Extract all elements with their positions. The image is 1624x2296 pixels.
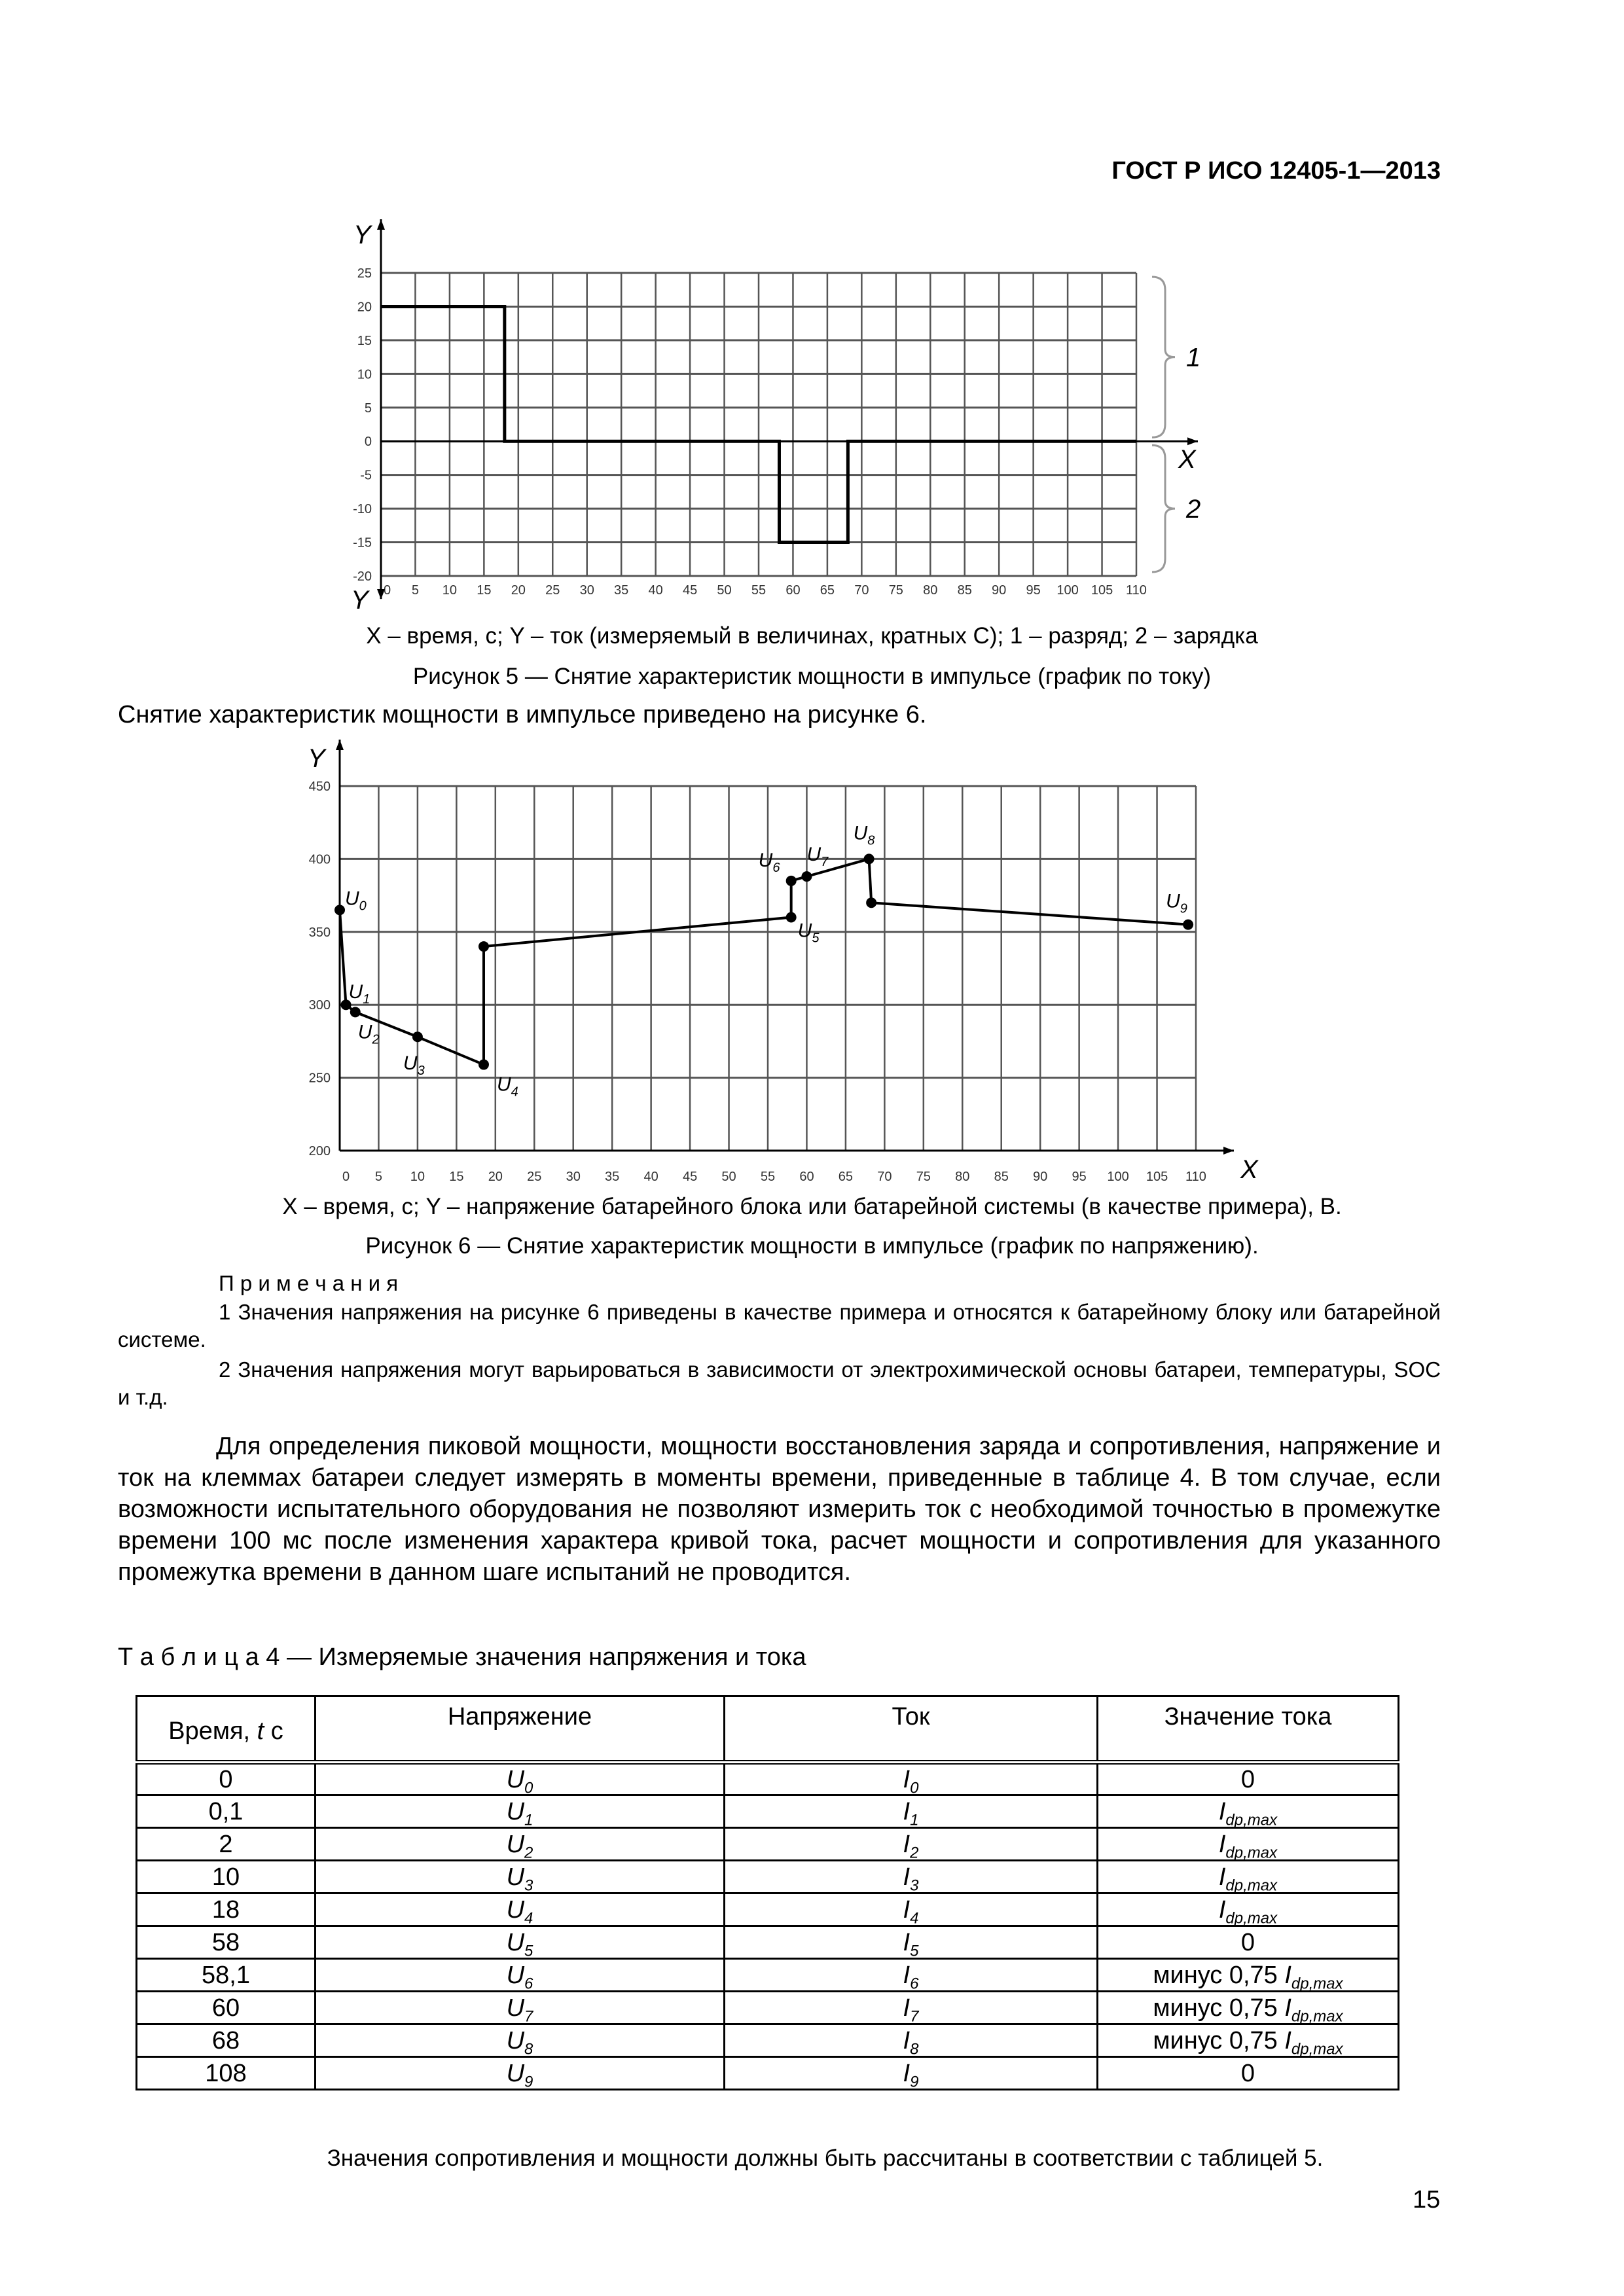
brace-label: 2	[1186, 495, 1201, 524]
current-symbol: $I_7$	[903, 1994, 919, 2026]
x-tick-label: 25	[527, 1170, 542, 1184]
current-symbol: $I_9$	[903, 2059, 919, 2091]
x-tick-label: 55	[760, 1170, 776, 1184]
point-label-subscript: 1	[363, 992, 370, 1007]
voltage-symbol: $U_7$	[506, 1994, 533, 2026]
data-line	[340, 859, 1188, 1064]
voltage-index: 0	[524, 1779, 533, 1797]
x-axis-label: X	[1178, 445, 1196, 474]
cell-current-value: минус 0,75 $I_{dp,max}$	[1098, 1992, 1399, 2024]
cell-time	[137, 1893, 316, 1926]
y-tick-label: -5	[360, 468, 372, 483]
current-value-symbol: $I_{dp,max}$	[1218, 1830, 1278, 1862]
cell-time	[137, 2057, 316, 2090]
table-row	[137, 1861, 1399, 1893]
page-number: 15	[1413, 2186, 1441, 2214]
voltage-index: 8	[524, 2040, 533, 2058]
x-tick-label: 5	[374, 1170, 383, 1184]
x-tick-label: 40	[648, 583, 663, 598]
x-tick-label: 60	[799, 1170, 814, 1184]
voltage-symbol: $U_9$	[506, 2059, 533, 2091]
x-tick-label: 35	[614, 583, 629, 598]
x-tick-label: 20	[511, 583, 526, 598]
x-tick-label: 15	[449, 1170, 464, 1184]
y-tick-label: -20	[353, 569, 372, 584]
x-tick-label: 100	[1056, 583, 1079, 598]
current-symbol: $I_0$	[903, 1765, 919, 1797]
current-index: 0	[910, 1779, 919, 1797]
cell-current	[725, 2057, 1098, 2090]
cell-time	[137, 1959, 316, 1992]
x-tick-label: 25	[545, 583, 560, 598]
y-axis-label-bottom: Y	[351, 586, 369, 615]
x-tick-label: 75	[888, 583, 903, 598]
time-value: 108	[205, 2059, 247, 2087]
current-value-symbol: $I_{dp,max}$	[1284, 2026, 1343, 2058]
x-tick-label: 85	[994, 1170, 1009, 1184]
current-value-symbol: $I_{dp,max}$	[1284, 1994, 1343, 2026]
header-voltage: Напряжение	[316, 1696, 725, 1763]
closing-text: Значения сопротивления и мощности должны быть рассчитаны в соответствии с таблицей 5.	[327, 2145, 1324, 2171]
current-value: 0	[1240, 1928, 1255, 1956]
point-label-u2: $U_2$	[357, 1021, 380, 1047]
current-value-subscript: dp,max	[1225, 1811, 1278, 1829]
voltage-index: 3	[524, 1876, 533, 1895]
cell-current-value	[1098, 1893, 1399, 1926]
x-tick-label: 105	[1091, 583, 1113, 598]
voltage-symbol: $U_6$	[506, 1961, 533, 1993]
x-tick-label: 85	[957, 583, 972, 598]
point-label-u4: $U_4$	[496, 1073, 518, 1100]
voltage-index: 9	[524, 2073, 533, 2091]
voltage-index: 1	[524, 1811, 533, 1829]
cell-current	[725, 1795, 1098, 1828]
current-value-subscript: dp,max	[1225, 1844, 1278, 1862]
current-symbol: $I_2$	[903, 1830, 919, 1862]
current-value-symbol: $I_{dp,max}$	[1284, 1961, 1343, 1993]
x-tick-label: 90	[992, 583, 1007, 598]
y-axis-arrow	[377, 219, 385, 230]
document-header: ГОСТ Р ИСО 12405-1—2013	[1111, 157, 1441, 185]
y-tick-label: 20	[357, 300, 372, 315]
x-axis-arrow	[1187, 437, 1198, 445]
table-title: Т а б л и ц а 4 — Измеряемые значения напряжения и тока	[118, 1643, 806, 1671]
current-index: 6	[910, 1975, 919, 1993]
x-tick-label: 55	[751, 583, 767, 598]
y-tick-label: -15	[353, 535, 372, 550]
current-index: 4	[910, 1909, 919, 1928]
current-value-symbol: $I_{dp,max}$	[1218, 1797, 1278, 1829]
data-point	[350, 1007, 361, 1017]
x-tick-label: 5	[411, 583, 420, 598]
cell-current	[725, 1893, 1098, 1926]
notes-title: П р и м е ч а н и я	[219, 1271, 399, 1295]
figure-6-caption: X – время, с; Y – напряжение батарейного блока или батарейной системы (в качестве примера), В.	[282, 1194, 1342, 1219]
x-tick-label: 0	[342, 1170, 350, 1184]
header-time-label: Время,	[168, 1717, 257, 1745]
figure-6-chart	[0, 726, 1624, 1188]
x-tick-label: 20	[488, 1170, 503, 1184]
x-tick-label: 30	[566, 1170, 581, 1184]
point-label-u9: $U_9$	[1166, 890, 1187, 916]
voltage-symbol: $U_8$	[506, 2026, 533, 2058]
cell-voltage	[316, 1763, 725, 1795]
voltage-index: 7	[524, 2007, 533, 2026]
table-row	[137, 1893, 1399, 1926]
cell-current	[725, 1959, 1098, 1992]
current-index: 8	[910, 2040, 919, 2058]
header-time-symbol: t	[257, 1717, 264, 1745]
note-2: 2 Значения напряжения могут варьироваться в зависимости от электрохимической основы батареи, температуры, SOC и т.д.	[118, 1357, 1441, 1409]
x-tick-label: 100	[1107, 1170, 1129, 1184]
header-current-value: Значение тока	[1098, 1696, 1399, 1763]
header-time-unit: с	[264, 1717, 283, 1745]
cell-voltage	[316, 1992, 725, 2024]
current-index: 5	[910, 1942, 919, 1960]
cell-voltage	[316, 1861, 725, 1893]
current-value: 0	[1240, 1765, 1255, 1793]
time-value: 58,1	[202, 1961, 250, 1989]
current-symbol: $I_8$	[903, 2026, 919, 2058]
data-point	[478, 941, 489, 952]
x-tick-label: 50	[721, 1170, 736, 1184]
cell-voltage	[316, 1828, 725, 1861]
measurements-table	[135, 1695, 1399, 2090]
current-value-subscript: dp,max	[1291, 1975, 1343, 1993]
cell-voltage	[316, 1795, 725, 1828]
x-tick-label: 45	[682, 583, 698, 598]
table-row	[137, 2057, 1399, 2090]
x-tick-label: 65	[820, 583, 835, 598]
time-value: 18	[211, 1895, 240, 1924]
current-symbol: $I_1$	[903, 1797, 919, 1829]
data-point	[478, 1060, 489, 1070]
point-label-subscript: 3	[417, 1064, 425, 1079]
x-tick-label: 60	[785, 583, 801, 598]
cell-time	[137, 1763, 316, 1795]
x-tick-label: 110	[1126, 583, 1147, 598]
point-label-subscript: 7	[821, 855, 829, 870]
voltage-symbol: $U_5$	[506, 1928, 533, 1960]
cell-current	[725, 2024, 1098, 2057]
point-label-u7: $U_7$	[806, 844, 829, 870]
x-tick-label: 0	[384, 583, 391, 598]
y-tick-label: 350	[308, 925, 331, 940]
point-label-u6: $U_6$	[758, 849, 780, 875]
cell-time	[137, 1992, 316, 2024]
x-tick-label: 30	[579, 583, 594, 598]
brace	[1152, 445, 1175, 572]
figure-5-chart	[0, 0, 1624, 619]
x-tick-label: 50	[717, 583, 732, 598]
voltage-symbol: $U_4$	[506, 1895, 533, 1928]
cell-time	[137, 1828, 316, 1861]
y-tick-label: 25	[357, 266, 372, 281]
x-tick-label: 40	[643, 1170, 659, 1184]
point-label-u1: $U_1$	[348, 981, 370, 1007]
cell-current	[725, 1763, 1098, 1795]
time-value: 58	[211, 1928, 240, 1956]
point-label-subscript: 6	[772, 860, 780, 875]
figure-5-title: Рисунок 5 — Снятие характеристик мощности в импульсе (график по току)	[412, 664, 1212, 689]
x-tick-label: 75	[916, 1170, 931, 1184]
time-value: 2	[219, 1830, 233, 1858]
y-tick-label: 10	[357, 367, 372, 382]
figure-6-title: Рисунок 6 — Снятие характеристик мощности в импульсе (график по напряжению).	[365, 1233, 1259, 1259]
cell-voltage	[316, 1893, 725, 1926]
data-point	[864, 853, 875, 864]
current-index: 2	[910, 1844, 919, 1862]
x-tick-label: 35	[605, 1170, 620, 1184]
cell-voltage	[316, 1926, 725, 1959]
table-row	[137, 1992, 1399, 2024]
x-tick-label: 15	[477, 583, 492, 598]
cell-current-value: минус 0,75 $I_{dp,max}$	[1098, 2024, 1399, 2057]
current-value-subscript: dp,max	[1225, 1909, 1278, 1928]
time-value: 60	[211, 1994, 240, 2022]
y-tick-label: 250	[308, 1071, 331, 1086]
time-value: 0	[219, 1765, 233, 1793]
point-label-u5: $U_5$	[797, 920, 820, 946]
brace	[1152, 277, 1175, 437]
voltage-index: 5	[524, 1942, 533, 1960]
voltage-symbol: $U_0$	[506, 1765, 533, 1797]
y-tick-label: -10	[353, 502, 372, 517]
table-row	[137, 1828, 1399, 1861]
data-point	[866, 897, 876, 908]
time-value: 10	[211, 1863, 240, 1891]
cell-current	[725, 1926, 1098, 1959]
cell-current-value	[1098, 2057, 1399, 2090]
voltage-index: 2	[524, 1844, 533, 1862]
data-point	[1183, 920, 1193, 930]
y-tick-label: 300	[308, 998, 331, 1013]
cell-current	[725, 1828, 1098, 1861]
x-tick-label: 80	[955, 1170, 970, 1184]
y-tick-label: 5	[364, 401, 372, 416]
voltage-symbol: $U_2$	[506, 1830, 533, 1862]
point-label-subscript: 4	[511, 1085, 518, 1100]
x-tick-label: 95	[1026, 583, 1041, 598]
x-tick-label: 10	[442, 583, 458, 598]
y-tick-label: 400	[308, 852, 331, 867]
cell-time	[137, 1926, 316, 1959]
cell-current	[725, 1992, 1098, 2024]
point-label-subscript: 0	[359, 899, 367, 914]
data-point	[801, 871, 812, 882]
current-symbol: $I_3$	[903, 1863, 919, 1895]
cell-voltage	[316, 2057, 725, 2090]
current-symbol: $I_6$	[903, 1961, 919, 1993]
point-label-u8: $U_8$	[853, 822, 875, 848]
header-time	[137, 1696, 316, 1763]
x-tick-label: 110	[1185, 1170, 1206, 1184]
table-row	[137, 1795, 1399, 1828]
x-axis-arrow	[1223, 1147, 1234, 1155]
point-label-subscript: 2	[372, 1032, 380, 1047]
data-point	[334, 905, 345, 915]
cell-current-value	[1098, 1861, 1399, 1893]
cell-current-value: минус 0,75 $I_{dp,max}$	[1098, 1959, 1399, 1992]
y-axis-label: Y	[308, 744, 325, 773]
current-value-subscript: dp,max	[1291, 2040, 1343, 2058]
x-tick-label: 70	[877, 1170, 892, 1184]
data-point	[412, 1031, 423, 1042]
x-tick-label: 45	[682, 1170, 698, 1184]
data-point	[786, 912, 797, 923]
y-axis-arrow	[336, 740, 344, 750]
table-row	[137, 1763, 1399, 1795]
current-index: 1	[910, 1811, 919, 1829]
cell-current	[725, 1861, 1098, 1893]
point-label-subscript: 9	[1180, 901, 1187, 916]
current-value-symbol: $I_{dp,max}$	[1218, 1863, 1278, 1895]
current-value-subscript: dp,max	[1225, 1876, 1278, 1895]
point-label-subscript: 5	[812, 931, 820, 946]
y-tick-label: 450	[308, 780, 331, 794]
current-index: 3	[910, 1876, 919, 1895]
x-axis-label: X	[1240, 1155, 1258, 1184]
cell-voltage	[316, 1959, 725, 1992]
cell-time	[137, 2024, 316, 2057]
current-symbol: $I_5$	[903, 1928, 919, 1960]
data-point	[786, 876, 797, 886]
header-current: Ток	[725, 1696, 1098, 1763]
point-label-u3: $U_3$	[403, 1052, 425, 1079]
current-index: 7	[910, 2007, 919, 2026]
y-tick-label: 0	[364, 435, 372, 450]
current-index: 9	[910, 2073, 919, 2091]
note-1: 1 Значения напряжения на рисунке 6 приведены в качестве примера и относятся к батарейному блоку или батарейной системе.	[118, 1300, 1441, 1352]
time-value: 68	[211, 2026, 240, 2054]
intro-text: Снятие характеристик мощности в импульсе приведено на рисунке 6.	[118, 701, 927, 728]
cell-current-value	[1098, 1763, 1399, 1795]
voltage-symbol: $U_1$	[506, 1797, 533, 1829]
body-paragraph: Для определения пиковой мощности, мощности восстановления заряда и сопротивления, напряжение и ток на клеммах батареи следует измерять в моменты времени, приведенные в таблице 4. В том случае, если возможности испытательного оборудования не позволяют измерить ток с необходимой точностью в промежутке времени 100 мс после изменения характера кривой тока, расчет мощности и сопротивления для указанного промежутка времени в данном шаге испытаний не проводится.	[118, 1433, 1441, 1586]
point-label-u0: $U_0$	[345, 888, 367, 914]
cell-current-value	[1098, 1828, 1399, 1861]
x-tick-label: 90	[1033, 1170, 1048, 1184]
x-tick-label: 95	[1072, 1170, 1087, 1184]
x-tick-label: 105	[1146, 1170, 1168, 1184]
x-tick-label: 70	[854, 583, 869, 598]
voltage-index: 6	[524, 1975, 533, 1993]
table-row	[137, 1926, 1399, 1959]
current-value-subscript: dp,max	[1291, 2007, 1343, 2026]
table-row	[137, 1959, 1399, 1992]
cell-voltage	[316, 2024, 725, 2057]
brace-label: 1	[1186, 343, 1201, 372]
point-label-subscript: 8	[867, 833, 875, 848]
voltage-symbol: $U_3$	[506, 1863, 533, 1895]
current-symbol: $I_4$	[903, 1895, 919, 1928]
x-tick-label: 65	[838, 1170, 854, 1184]
time-value: 0,1	[208, 1797, 244, 1825]
y-axis-label: Y	[353, 221, 371, 249]
current-value: 0	[1240, 2059, 1255, 2087]
current-value-symbol: $I_{dp,max}$	[1218, 1895, 1278, 1928]
x-tick-label: 10	[410, 1170, 425, 1184]
cell-time	[137, 1795, 316, 1828]
cell-current-value	[1098, 1795, 1399, 1828]
figure-5-caption: X – время, с; Y – ток (измеряемый в величинах, кратных C); 1 – разряд; 2 – зарядка	[366, 623, 1258, 649]
table-row	[137, 2024, 1399, 2057]
cell-time	[137, 1861, 316, 1893]
cell-current-value	[1098, 1926, 1399, 1959]
y-tick-label: 15	[357, 333, 372, 348]
y-tick-label: 200	[308, 1144, 331, 1158]
x-tick-label: 80	[923, 583, 938, 598]
voltage-index: 4	[524, 1909, 533, 1928]
